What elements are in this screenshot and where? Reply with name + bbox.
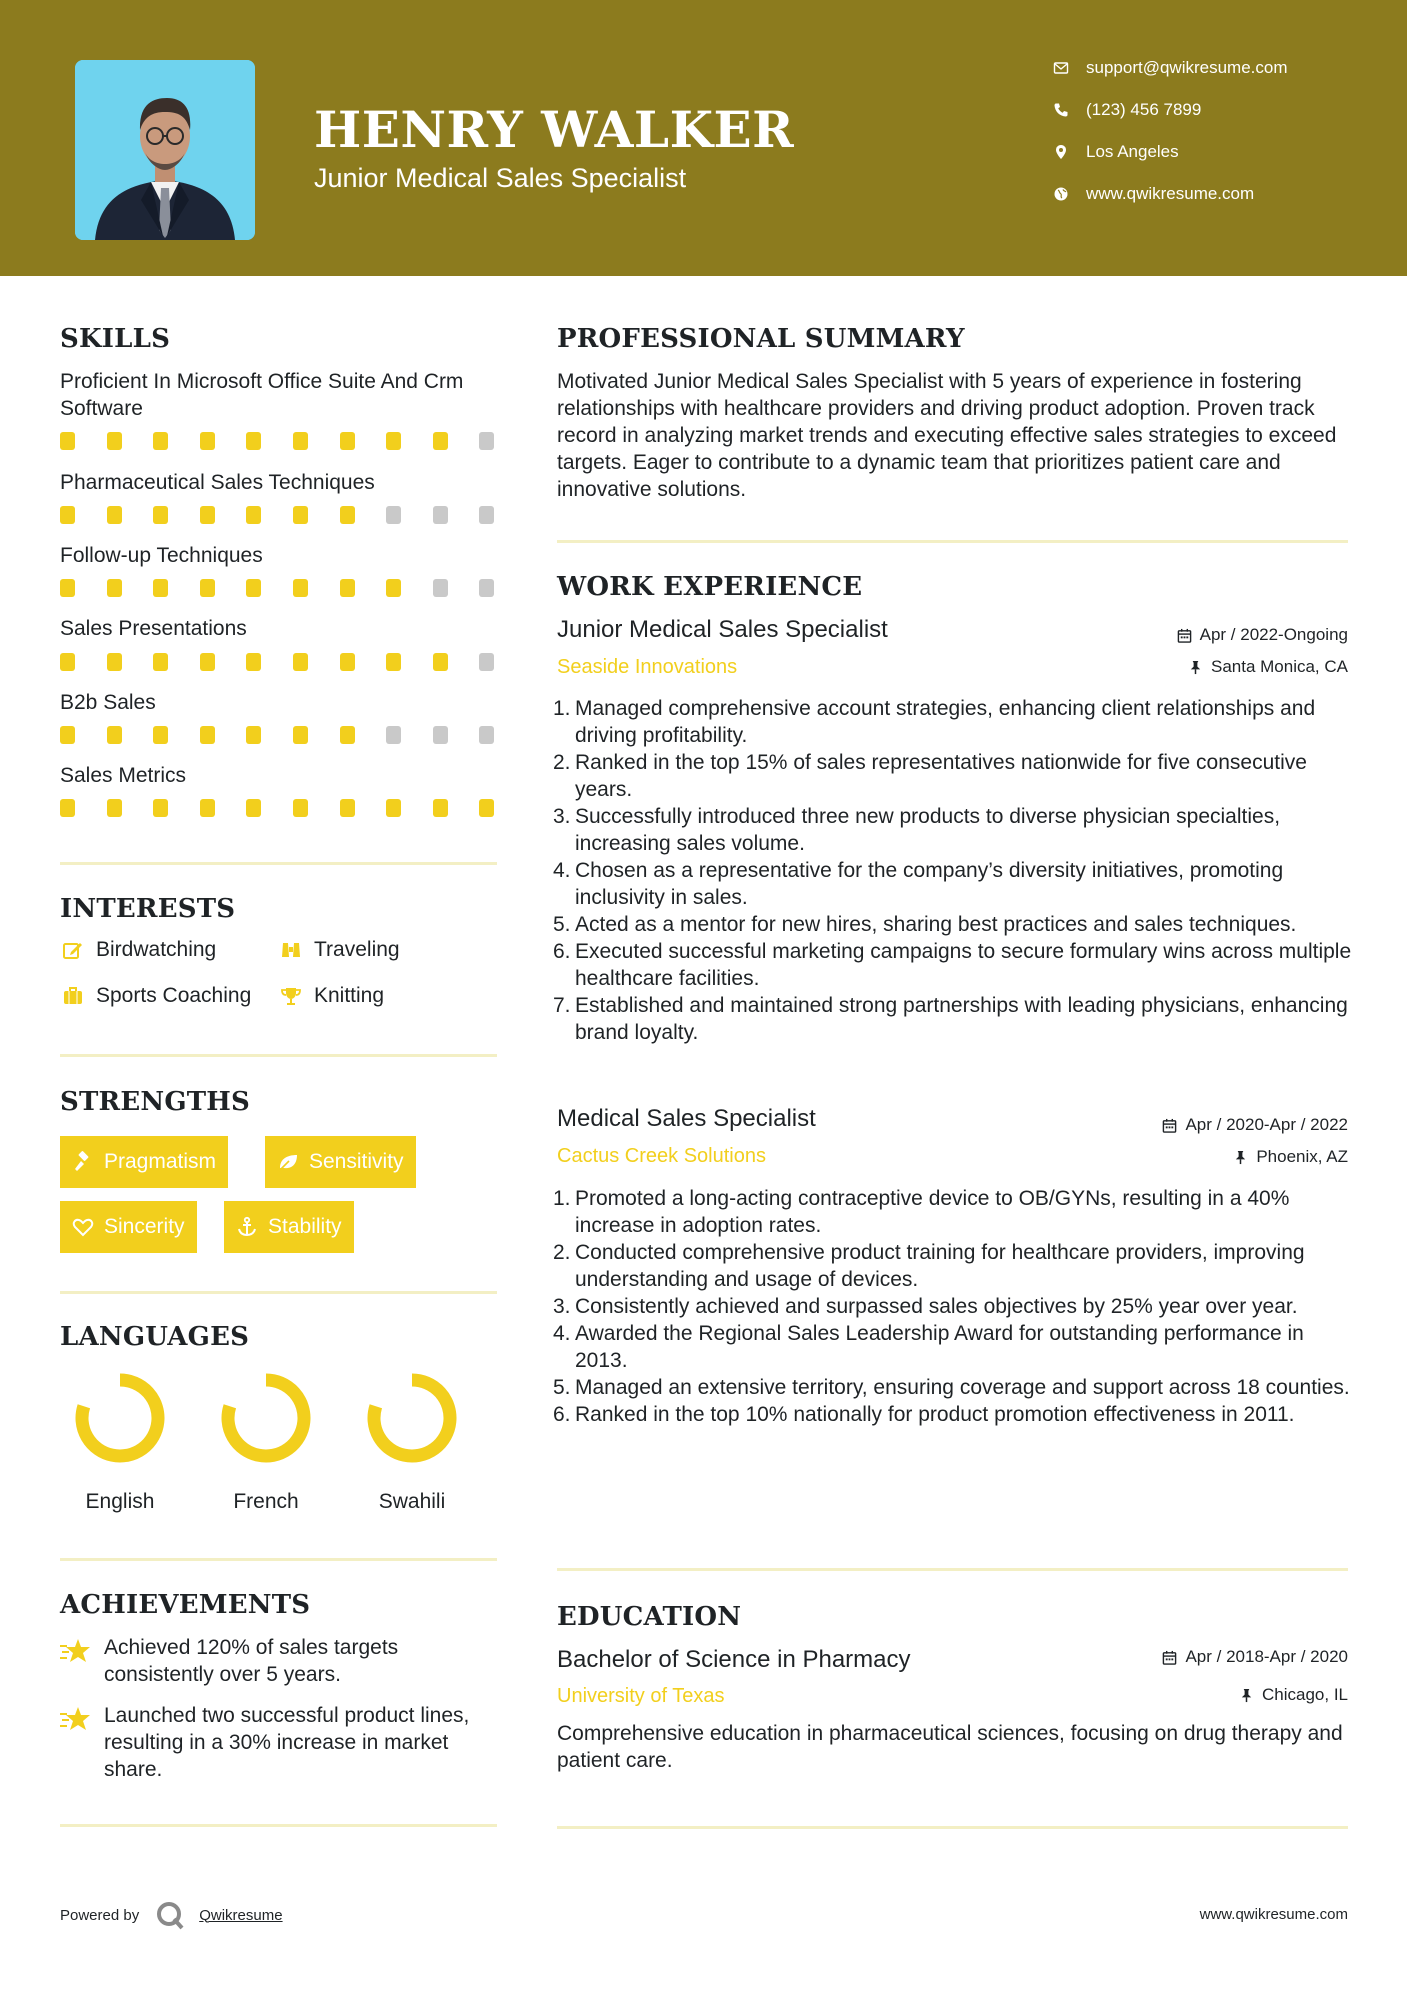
- contact-email[interactable]: [1050, 56, 1288, 80]
- candidate-title: Junior Medical Sales Specialist: [314, 163, 687, 193]
- list-item: 2. Ranked in the top 15% of sales representatives nationwide for five consecutive years.: [553, 751, 1307, 801]
- skill-dot-filled: [246, 506, 261, 524]
- skill-dot-filled: [60, 653, 75, 671]
- language-name: Swahili: [378, 1490, 446, 1513]
- company-name: Seaside Innovations: [557, 656, 738, 678]
- skill-dot-empty: [433, 726, 448, 744]
- calendar-icon: [1162, 1118, 1177, 1133]
- experience-heading: WORK EXPERIENCE: [557, 572, 863, 602]
- skill-dot-empty: [433, 506, 448, 524]
- skill-dot-empty: [386, 726, 401, 744]
- job-location-text: Santa Monica, CA: [1210, 657, 1348, 676]
- phone-icon: [1050, 99, 1072, 121]
- interest-item: [60, 984, 251, 1008]
- education-dates: [1162, 1647, 1348, 1667]
- skill-dot-empty: [479, 432, 494, 450]
- skill-dot-empty: [386, 506, 401, 524]
- section-divider: [60, 1291, 497, 1294]
- interest-label: Traveling: [314, 938, 400, 961]
- skill-dot-filled: [107, 579, 122, 597]
- skill-dot-filled: [60, 799, 75, 817]
- interest-label: Sports Coaching: [96, 984, 252, 1007]
- skill-dot-filled: [340, 506, 355, 524]
- list-item: 3. Successfully introduced three new products to diverse physician specialties, increasing sales volume.: [553, 805, 1281, 855]
- star-icon: [60, 1638, 92, 1664]
- skill-dot-filled: [107, 506, 122, 524]
- education-heading: EDUCATION: [557, 1602, 742, 1632]
- gavel-icon: [70, 1150, 96, 1174]
- envelope-icon: [1050, 57, 1072, 79]
- list-item: 7. Established and maintained strong partnerships with leading physicians, enhancing brand loyalty.: [553, 994, 1348, 1044]
- strength-tag: [224, 1201, 354, 1253]
- skill-dot-filled: [246, 432, 261, 450]
- skill-dot-filled: [60, 726, 75, 744]
- list-item: 3. Consistently achieved and surpassed sales objectives by 25% year over year.: [553, 1295, 1298, 1318]
- list-item: 5. Acted as a mentor for new hires, sharing best practices and sales techniques.: [553, 913, 1297, 936]
- list-item: 6. Executed successful marketing campaigns to secure formulary wins across multiple healthcare facilities.: [553, 940, 1352, 990]
- skill-dot-empty: [433, 579, 448, 597]
- skill-dot-filled: [340, 579, 355, 597]
- skill-dot-filled: [60, 432, 75, 450]
- trophy-icon: [278, 984, 304, 1008]
- list-item: 5. Managed an extensive territory, ensuring coverage and support across 18 counties.: [553, 1376, 1350, 1399]
- strength-label: Stability: [268, 1215, 342, 1238]
- contact-phone[interactable]: [1050, 98, 1201, 122]
- education-dates-text: Apr / 2018-Apr / 2020: [1185, 1647, 1348, 1666]
- achievement-text: Achieved 120% of sales targets consistently over 5 years.: [104, 1636, 399, 1686]
- job-location: [1233, 1147, 1348, 1167]
- skill-dot-filled: [386, 653, 401, 671]
- skill-name: Sales Presentations: [60, 617, 247, 640]
- skill-name: B2b Sales: [60, 691, 156, 714]
- skill-dot-filled: [200, 579, 215, 597]
- strength-tag: [60, 1201, 197, 1253]
- skill-dot-filled: [479, 799, 494, 817]
- language-item: [60, 1370, 180, 1514]
- company-name: Cactus Creek Solutions: [557, 1145, 766, 1167]
- language-level-ring: [364, 1370, 460, 1466]
- job-location: [1188, 657, 1348, 677]
- job-dates: [1162, 1115, 1348, 1135]
- contact-location-text: Los Angeles: [1086, 142, 1179, 161]
- contact-website[interactable]: [1050, 182, 1254, 206]
- skill-dot-filled: [433, 432, 448, 450]
- contact-email-text: support@qwikresume.com: [1086, 58, 1288, 77]
- section-divider: [60, 1054, 497, 1057]
- leaf-icon: [275, 1150, 301, 1174]
- qwikresume-link[interactable]: Qwikresume: [199, 1906, 283, 1924]
- language-level-ring: [72, 1370, 168, 1466]
- skill-dot-filled: [153, 432, 168, 450]
- heart-icon: [70, 1215, 96, 1239]
- skill-dot-filled: [153, 506, 168, 524]
- map-marker-icon: [1050, 141, 1072, 163]
- degree-title: Bachelor of Science in Pharmacy: [557, 1646, 911, 1673]
- skill-dot-filled: [293, 653, 308, 671]
- interest-item: [278, 938, 400, 962]
- skill-name: Sales Metrics: [60, 764, 187, 787]
- skill-name: Follow-up Techniques: [60, 544, 263, 567]
- resume-header: [0, 0, 1407, 276]
- list-item: 1. Promoted a long-acting contraceptive device to OB/GYNs, resulting in a 40% increase in adoption rates.: [553, 1187, 1290, 1237]
- job-location-text: Phoenix, AZ: [1256, 1147, 1348, 1166]
- skill-dot-filled: [200, 799, 215, 817]
- strength-label: Sincerity: [104, 1215, 185, 1238]
- pencil-square-icon: [60, 938, 86, 962]
- footer-url[interactable]: www.qwikresume.com: [1199, 1906, 1348, 1923]
- skill-dot-filled: [246, 799, 261, 817]
- list-item: 4. Awarded the Regional Sales Leadership Award for outstanding performance in 2013.: [553, 1322, 1304, 1372]
- education-location: [1239, 1685, 1348, 1705]
- skill-dot-empty: [479, 579, 494, 597]
- job-bullets: [553, 1185, 1353, 1428]
- skill-dot-filled: [153, 579, 168, 597]
- qwikresume-logo-icon: [155, 1900, 185, 1930]
- job-dates-text: Apr / 2022-Ongoing: [1199, 625, 1348, 644]
- skill-dot-filled: [293, 579, 308, 597]
- section-divider: [60, 862, 497, 865]
- skill-dot-empty: [479, 653, 494, 671]
- list-item: 6. Ranked in the top 10% nationally for product promotion effectiveness in 2011.: [553, 1403, 1295, 1426]
- skill-name: Proficient In Microsoft Office Suite And Crm Software: [60, 370, 464, 420]
- interest-label: Knitting: [314, 984, 385, 1007]
- binoculars-icon: [278, 938, 304, 962]
- calendar-icon: [1162, 1650, 1177, 1665]
- skills-heading: SKILLS: [60, 324, 171, 354]
- job-bullets: [553, 695, 1353, 1046]
- job-dates: [1177, 625, 1348, 645]
- strength-label: Pragmatism: [104, 1150, 217, 1173]
- pushpin-icon: [1239, 1688, 1254, 1703]
- skill-name: Pharmaceutical Sales Techniques: [60, 471, 375, 494]
- language-item: [206, 1370, 326, 1514]
- skill-dot-filled: [340, 799, 355, 817]
- list-item: 1. Managed comprehensive account strategies, enhancing client relationships and driving profitability.: [553, 697, 1316, 747]
- skill-dot-filled: [340, 726, 355, 744]
- job-dates-text: Apr / 2020-Apr / 2022: [1185, 1115, 1348, 1134]
- globe-icon: [1050, 183, 1072, 205]
- skill-dot-filled: [246, 579, 261, 597]
- education-description: Comprehensive education in pharmaceutical sciences, focusing on drug therapy and patient care.: [557, 1722, 1343, 1772]
- briefcase-icon: [60, 984, 86, 1008]
- skill-dot-filled: [293, 506, 308, 524]
- language-name: French: [233, 1490, 299, 1513]
- summary-text: Motivated Junior Medical Sales Specialist with 5 years of experience in fostering relationships with healthcare providers and driving product adoption. Proven track record in analyzing market trends and executing effective sales strategies to exceed targets. Eager to contribute to a dynamic team that prioritizes patient care and innovative solutions.: [557, 370, 1337, 501]
- achievement-text: Launched two successful product lines, resulting in a 30% increase in market share.: [104, 1704, 470, 1781]
- interests-heading: INTERESTS: [60, 894, 236, 924]
- skill-dot-filled: [246, 726, 261, 744]
- skill-dot-filled: [107, 432, 122, 450]
- pushpin-icon: [1188, 660, 1203, 675]
- profile-photo: [75, 60, 255, 240]
- languages-heading: LANGUAGES: [60, 1322, 250, 1352]
- star-icon: [60, 1706, 92, 1732]
- calendar-icon: [1177, 628, 1192, 643]
- list-item: 4. Chosen as a representative for the company’s diversity initiatives, promoting inclusivity in sales.: [553, 859, 1284, 909]
- skill-dot-filled: [200, 432, 215, 450]
- anchor-icon: [234, 1215, 260, 1239]
- section-divider: [60, 1824, 497, 1827]
- language-item: [352, 1370, 472, 1514]
- strengths-heading: STRENGTHS: [60, 1087, 251, 1117]
- school-name: University of Texas: [557, 1685, 725, 1707]
- skill-dot-filled: [107, 799, 122, 817]
- skill-dot-filled: [153, 799, 168, 817]
- job-title: Medical Sales Specialist: [557, 1105, 816, 1132]
- interest-item: [60, 938, 216, 962]
- achievements-heading: ACHIEVEMENTS: [60, 1590, 311, 1620]
- skill-dot-filled: [433, 653, 448, 671]
- skill-dot-empty: [479, 726, 494, 744]
- footer-powered-by: [60, 1900, 283, 1930]
- skill-dot-filled: [200, 726, 215, 744]
- skill-dot-filled: [386, 799, 401, 817]
- skill-dot-filled: [293, 726, 308, 744]
- skill-dot-filled: [107, 726, 122, 744]
- section-divider: [557, 540, 1348, 543]
- strength-tag: [265, 1136, 416, 1188]
- skill-dot-filled: [60, 579, 75, 597]
- section-divider: [60, 1558, 497, 1561]
- candidate-name: HENRY WALKER: [314, 100, 795, 159]
- education-location-text: Chicago, IL: [1262, 1685, 1348, 1704]
- skill-dot-filled: [153, 653, 168, 671]
- summary-heading: PROFESSIONAL SUMMARY: [557, 324, 965, 354]
- powered-by-text: Powered by: [60, 1906, 140, 1924]
- skill-dot-filled: [386, 432, 401, 450]
- language-level-ring: [218, 1370, 314, 1466]
- skill-dot-filled: [293, 432, 308, 450]
- contact-phone-text: (123) 456 7899: [1086, 100, 1202, 119]
- contact-location: [1050, 140, 1179, 164]
- skill-dot-filled: [340, 653, 355, 671]
- skill-dot-filled: [153, 726, 168, 744]
- strength-label: Sensitivity: [309, 1150, 404, 1173]
- skill-dot-filled: [386, 579, 401, 597]
- skill-dot-filled: [293, 799, 308, 817]
- interest-item: [278, 984, 384, 1008]
- section-divider: [557, 1568, 1348, 1571]
- skill-dot-filled: [340, 432, 355, 450]
- skill-dot-filled: [246, 653, 261, 671]
- contact-website-text: www.qwikresume.com: [1086, 184, 1255, 203]
- skill-dot-filled: [107, 653, 122, 671]
- skill-dot-filled: [60, 506, 75, 524]
- skill-dot-empty: [479, 506, 494, 524]
- skill-dot-filled: [200, 506, 215, 524]
- interest-label: Birdwatching: [96, 938, 217, 961]
- language-name: English: [85, 1490, 155, 1513]
- list-item: 2. Conducted comprehensive product training for healthcare providers, improving understanding and usage of devices.: [553, 1241, 1305, 1291]
- skill-dot-filled: [433, 799, 448, 817]
- pushpin-icon: [1233, 1150, 1248, 1165]
- skill-dot-filled: [200, 653, 215, 671]
- section-divider: [557, 1826, 1348, 1829]
- job-title: Junior Medical Sales Specialist: [557, 616, 888, 643]
- strength-tag: [60, 1136, 228, 1188]
